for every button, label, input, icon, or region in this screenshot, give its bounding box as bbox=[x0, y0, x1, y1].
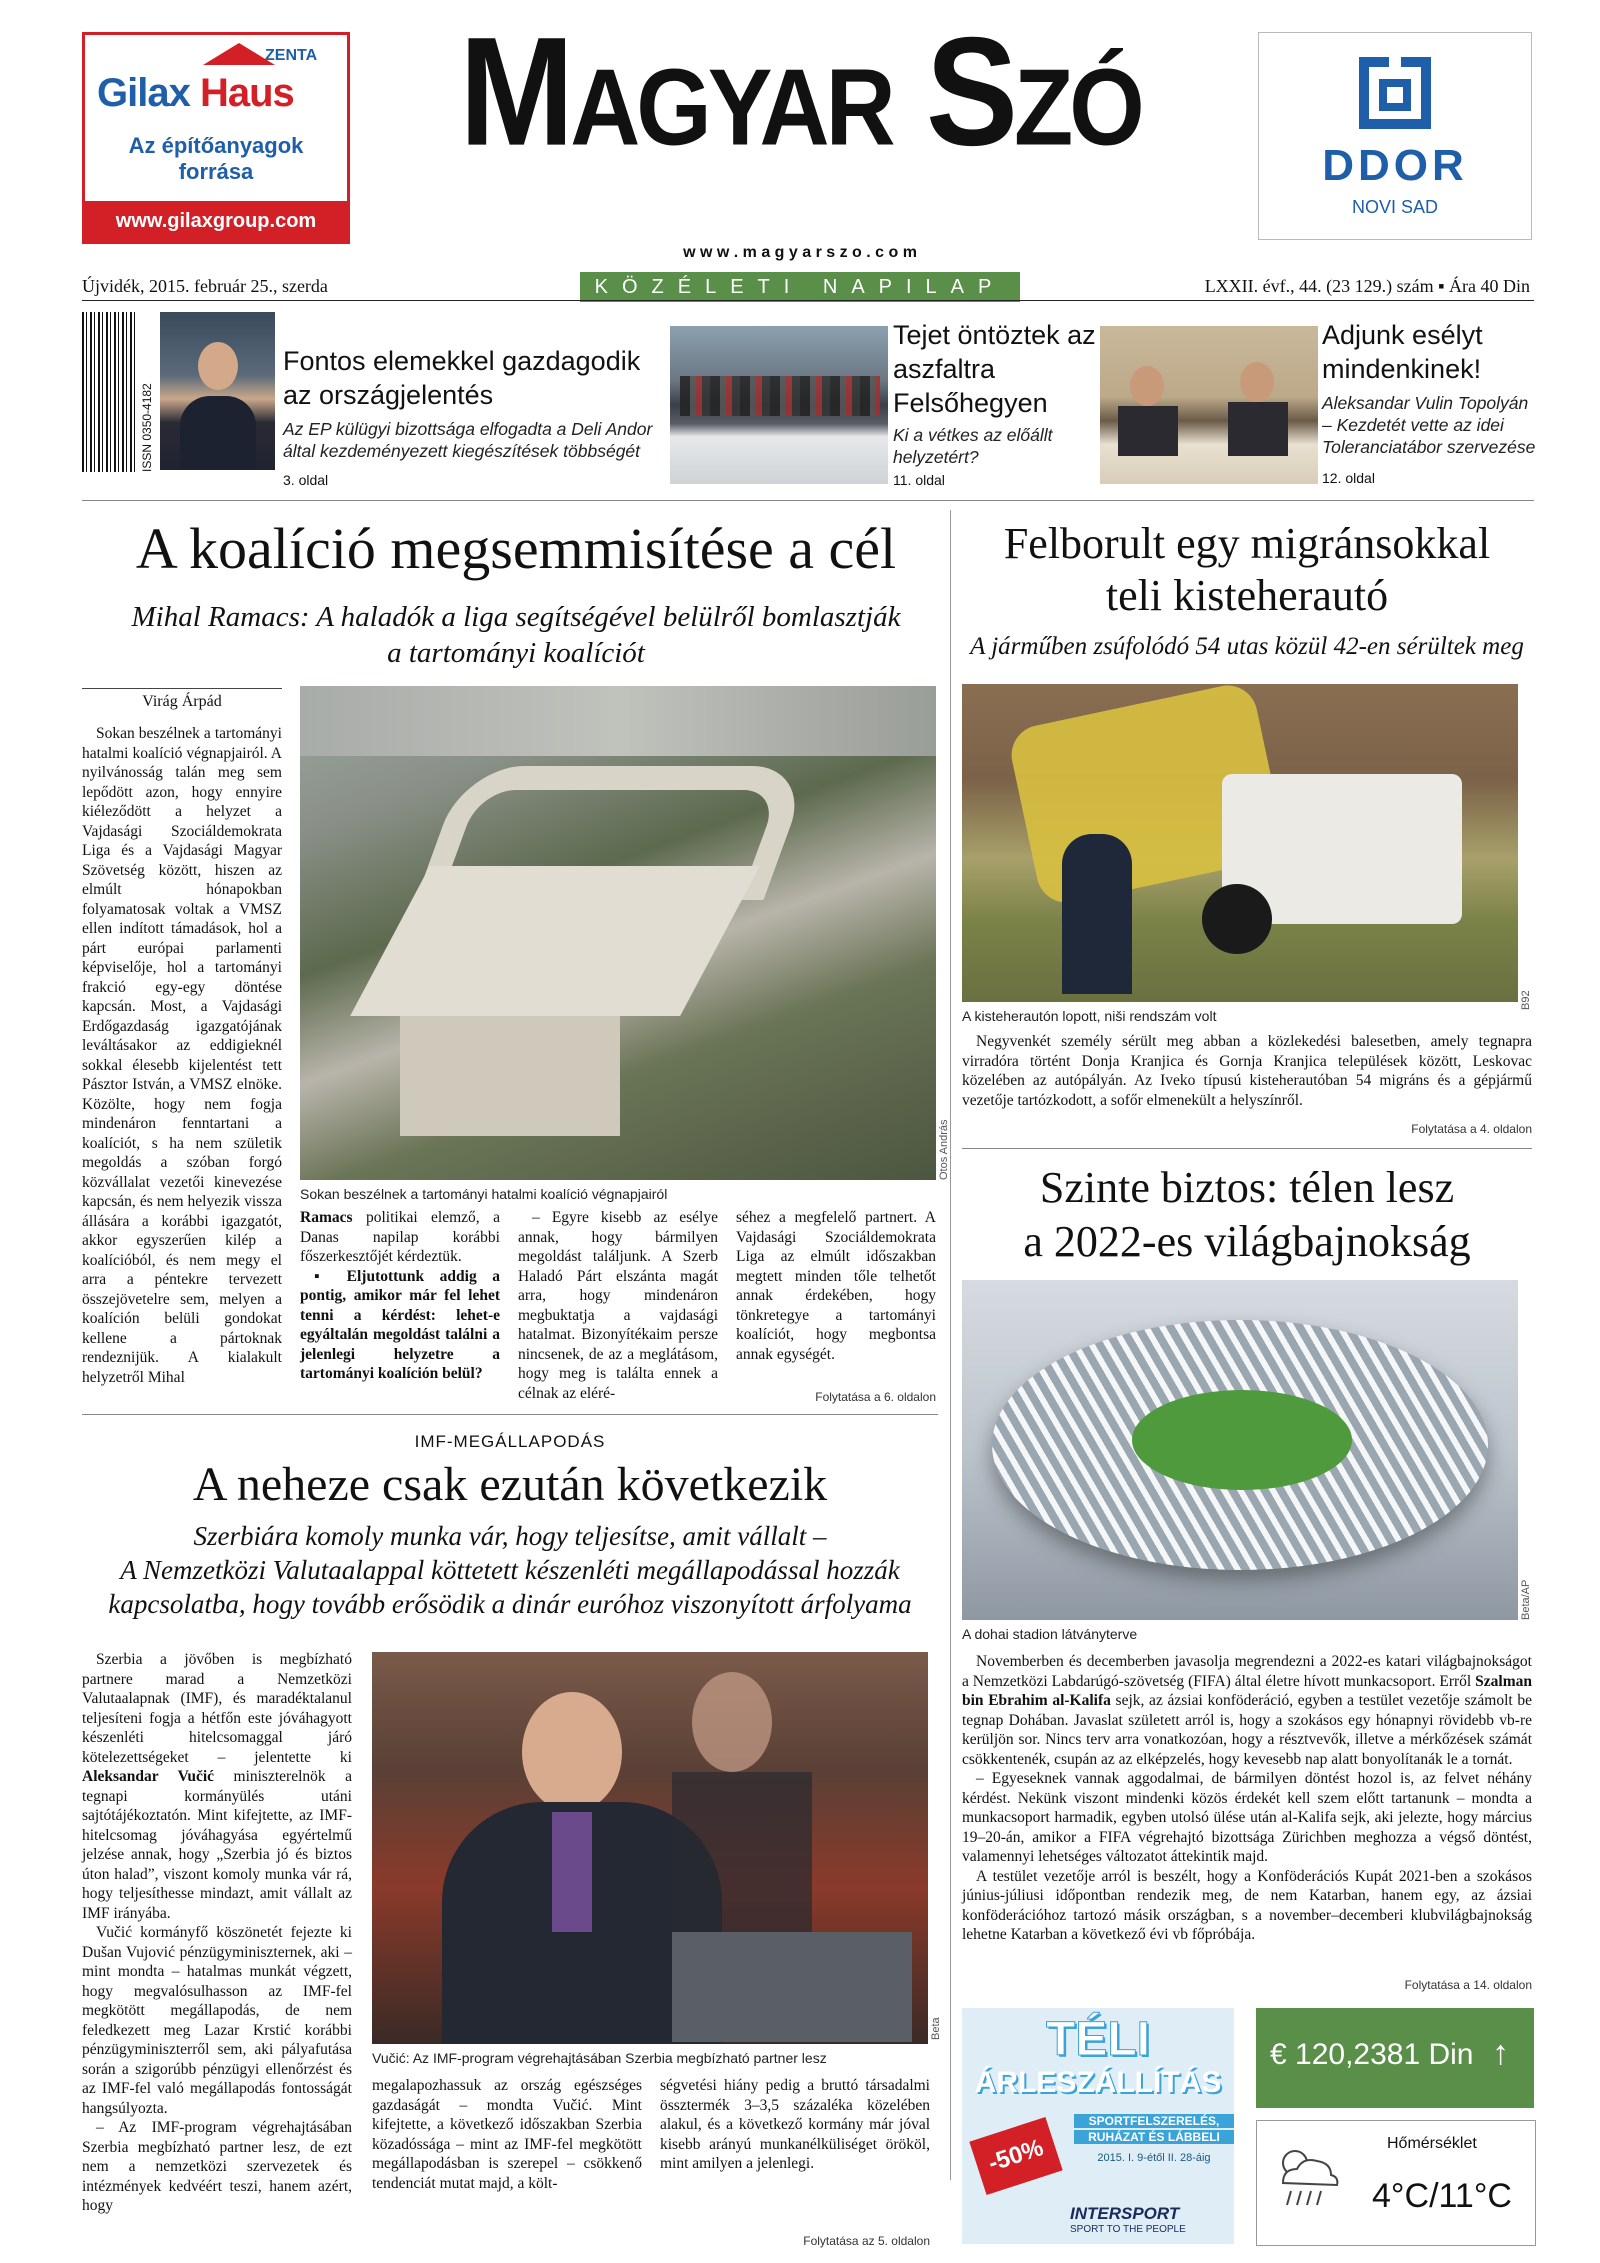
wc-photo-caption: A dohai stadion látványterve bbox=[962, 1626, 1138, 1642]
intersport-dates: 2015. I. 9-étől II. 28-áig bbox=[1097, 2152, 1211, 2164]
intersport-title-1: TÉLI bbox=[1046, 2013, 1150, 2066]
main-author: Virág Árpád bbox=[82, 688, 282, 711]
teaser-3-title[interactable]: Adjunk esélyt mindenkinek! bbox=[1322, 320, 1483, 384]
migrant-photo-credit: B92 bbox=[1520, 990, 1532, 1010]
teaser-2-page[interactable]: 11. oldal bbox=[893, 472, 945, 488]
gilax-brand-1: Gilax bbox=[97, 71, 190, 115]
migrant-photo[interactable] bbox=[962, 684, 1518, 1002]
barcode bbox=[82, 312, 138, 472]
main-col-1-text: Sokan beszélnek a tartományi hatalmi koalíció végnapjairól. A nyilvánosság talán meg sem lepődött azon, hogy ennyire kiéleződött a helyzet a Vajdasági Szociáldemokrata Liga és a Vajdasági Magyar Szövetség között, hiszen az elmúlt hónapokban folyamatosak voltak a VMSZ ellen indított támadások, hol a párt európai parlamenti képviselője, hol a tartományi frakció egy-egy döntése kapcsán. Most, a Vajdasági Erdőgazdaság igazgatójának leváltásakor az eddigieknél sokkal élesebb kijelentést tett Pásztor István, a VMSZ elnöke. Közölte, hogy nem fogja mindenáron fenntartani a koalíciót, s ha nem születik megoldás a szóban forgó közvállalat vezetői kinevezése kapcsán, és nem helyezik vissza állására a korábbi igazgatót, akkor egyszerűen kilép a koalícióból, és nem megy el arra a péntekre tervezett összejövetelre sem, melyen a koalíción belüli gondokat kellene a pártoknak rendeznijük. A kialakult helyzetről Mihal bbox=[82, 725, 282, 1386]
imf-subhead-2: A Nemzetközi Valutaalappal köttetett készenléti megállapodással hozzák bbox=[120, 1555, 900, 1585]
teaser-photo-1[interactable] bbox=[160, 312, 275, 470]
migrant-bottom-rule bbox=[962, 1148, 1532, 1149]
migrant-headline-2[interactable]: teli kisteherautó bbox=[1105, 571, 1389, 620]
imf-col-1-p1-a: Szerbia a jövőben is megbízható partnere marad a Nemzetközi Valutaalapnak (IMF), és maradéktalanul teljesíteni fogja a hétfőn este jóváhagyott készenléti hitelcsomaggal járó kötelezettségeket – jelentette ki bbox=[82, 1651, 352, 1766]
main-col-2-p1-text: politikai elemző, a Danas napilap korábbi főszerkesztőjét kérdeztük. bbox=[300, 1209, 500, 1265]
main-col-3 bbox=[518, 1208, 718, 1403]
imf-col-1-p1-b: miniszterelnök a tegnapi kormányülés utáni sajtótájékoztatón. Mint kifejtette, az IMF-hitelcsomag jóváhagyása egyértelmű jelzése annak, hogy „Szerbia jó és biztos úton halad”, viszont komoly munka vár rá, hogy teljesíthesse mindazt, amit vállalt az IMF irányába. bbox=[82, 1768, 352, 1922]
weather-value: 4°C/11°C bbox=[1372, 2177, 1512, 2215]
wc-headline-1[interactable]: Szinte biztos: télen lesz bbox=[1039, 1163, 1455, 1212]
teaser-rule bbox=[82, 500, 1534, 501]
wc-body bbox=[962, 1652, 1532, 1945]
rain-cloud-icon bbox=[1271, 2135, 1341, 2215]
imf-col-1-p2: Vučić kormányfő köszönetét fejezte ki Dušan Vujović pénzügyminiszternek, aki – mint mondta – hatalmas munkát végzett, hogy megvalósulhasson az IMF-fel megkötött megállapodás, de nem feledkezett meg Lazar Krstić korábbi pénzügyminiszterről sem, aki pályafutása során a szigorúbb pénzügyi ellenőrzést és az IMF-fel való megállapodás fontosságát hangsúlyozta. bbox=[82, 1924, 352, 2117]
imf-continued[interactable]: Folytatása az 5. oldalon bbox=[803, 2234, 930, 2248]
gilax-city: ZENTA bbox=[265, 47, 318, 64]
main-subhead-1: Mihal Ramacs: A haladók a liga segítségével belülről bomlasztják bbox=[131, 601, 901, 633]
imf-col-2 bbox=[372, 2076, 642, 2193]
wc-body-p1 bbox=[962, 1652, 1532, 1769]
main-col-2-bold-name: Ramacs bbox=[300, 1209, 353, 1226]
intersport-line-2: RUHÁZAT ÉS LÁBBELI bbox=[1074, 2130, 1234, 2144]
main-col-2-question: ▪ Eljutottunk addig a pontig, amikor már fel lehet tenni a kérdést: lehet-e egyáltalán megoldást találni a jelenlegi helyzetre a tartományi koalíción belül? bbox=[300, 1267, 500, 1382]
wc-photo[interactable] bbox=[962, 1280, 1518, 1620]
imf-col-1-p1-bold: Aleksandar Vučić bbox=[82, 1768, 215, 1785]
teaser-photo-2[interactable] bbox=[670, 326, 888, 484]
intersport-ad[interactable] bbox=[962, 2008, 1234, 2244]
intersport-line-1: SPORTFELSZERELÉS, bbox=[1074, 2114, 1234, 2128]
weather-label: Hőmérséklet bbox=[1387, 2135, 1477, 2152]
teaser-2-title[interactable]: Tejet öntöztek az aszfaltra Felsőhegyen bbox=[893, 320, 1096, 418]
migrant-continued[interactable]: Folytatása a 4. oldalon bbox=[1411, 1122, 1532, 1136]
main-bottom-rule bbox=[82, 1414, 938, 1415]
migrant-subhead: A járműben zsúfolódó 54 utas közül 42-en sérültek meg bbox=[970, 633, 1524, 660]
imf-subhead-1: Szerbiára komoly munka vár, hogy teljesítse, amit vállalt – bbox=[193, 1521, 827, 1551]
teaser-3-page[interactable]: 12. oldal bbox=[1322, 470, 1375, 486]
main-col-4 bbox=[736, 1208, 936, 1364]
main-photo-caption: Sokan beszélnek a tartományi hatalmi koalíció végnapjairól bbox=[300, 1186, 668, 1202]
imf-col-2-text: megalapozhassuk az ország egészséges gazdaságát – mondta Vučić. Mint kifejtette, a következő időszakban Szerbia közadóssága – mint az IMF-fel megkötött megállapodásban is szerepel – csökkenő tendenciát mutat majd, a költ- bbox=[372, 2077, 642, 2192]
imf-col-3 bbox=[660, 2076, 930, 2174]
teaser-1-page[interactable]: 3. oldal bbox=[283, 472, 329, 488]
migrant-body-text: Negyvenkét személy sérült meg abban a közlekedési balesetben, amely tegnapra virradóra történt Donja Kranjica és Gornja Kranjica települések között, Leskovac közelében az autópályán. Az Iveko típusú kisteherautóban 54 migráns és a gépjármű vezetője tartózkodott, a sofőr elmenekült a helyszínről. bbox=[962, 1033, 1532, 1109]
imf-col-1 bbox=[82, 1650, 352, 2216]
exchange-rate-widget[interactable] bbox=[1256, 2008, 1534, 2108]
imf-col-1-p3: – Az IMF-program végrehajtásában Szerbia megbízható partner lesz, de ezt nem a nemzetközi szervezetek és intézmények kedvéért teszi, hanem azért, hogy bbox=[82, 2119, 352, 2214]
wc-photo-credit: Beta/AP bbox=[1520, 1579, 1532, 1620]
teaser-1-sub: Az EP külügyi bizottsága elfogadta a Deli Andor által kezdeményezett kiegészítések többségét bbox=[283, 419, 653, 461]
masthead-url[interactable]: w w w . m a g y a r s z o . c o m bbox=[683, 244, 917, 261]
imf-photo[interactable] bbox=[372, 1652, 928, 2044]
masthead-tagline: KÖZÉLETI NAPILAP bbox=[580, 272, 1020, 302]
imf-kicker: IMF-MEGÁLLAPODÁS bbox=[414, 1432, 606, 1451]
weather-widget[interactable] bbox=[1256, 2120, 1536, 2246]
trend-up-icon: ↑ bbox=[1492, 2034, 1509, 2072]
wc-body-p2: – Egyeseknek vannak aggodalmai, de bármilyen döntést hozol is, az felvet néhány kérdést. Nekünk viszont mindenki közös érdekét kell szem előtt tartanunk – mondta a munkacsoport harmadik, egyben utolsó ülése után al-Kalifa sejk, aki jelezte, hogy március 19–20-án, amikor a FIFA végrehajtó bizottsága Zürichben meghozza a végső döntést, valamennyi lehetséges változatot áttekintik majd. bbox=[962, 1770, 1532, 1865]
center-divider bbox=[950, 510, 951, 2180]
imf-col-1-p1 bbox=[82, 1650, 352, 1923]
imf-photo-credit: Beta bbox=[930, 2017, 942, 2040]
gilax-slogan-2: forrása bbox=[178, 159, 254, 184]
migrant-headline-1[interactable]: Felborult egy migránsokkal bbox=[1003, 519, 1491, 568]
main-photo[interactable] bbox=[300, 686, 936, 1180]
discount-tag: -50% bbox=[969, 2117, 1062, 2195]
imf-photo-caption: Vučić: Az IMF-program végrehajtásában Szerbia megbízható partner lesz bbox=[372, 2050, 827, 2066]
imf-col-3-text: ségvetési hiány pedig a bruttó társadalmi össztermék 3–3,5 százaléka közelében alakul, és a következő kormány már jóval kisebb arányú munkanélküliséget örököl, mint amilyen a jelenlegi. bbox=[660, 2077, 930, 2172]
ddor-brand: DDOR bbox=[1322, 141, 1468, 190]
exchange-rate-value: € 120,2381 Din bbox=[1270, 2038, 1474, 2071]
gilax-brand-2: Haus bbox=[199, 71, 294, 115]
imf-headline[interactable]: A neheze csak ezután következik bbox=[192, 1458, 828, 1511]
wc-body-p1-bold: Szalman bin Ebrahim al-Kalifa bbox=[962, 1672, 1532, 1709]
masthead-rule bbox=[82, 300, 1534, 301]
gilax-slogan-1: Az építőanyagok bbox=[128, 133, 304, 158]
masthead-title: Magyar Szó bbox=[459, 5, 1141, 179]
teaser-2-sub: Ki a vétkes az előállt helyzetért? bbox=[893, 425, 1053, 467]
teaser-1-title[interactable]: Fontos elemekkel gazdagodik az országjelentés bbox=[283, 346, 641, 410]
ddor-logo-icon bbox=[1359, 57, 1431, 129]
issn: ISSN 0350-4182 bbox=[140, 383, 154, 472]
wc-continued[interactable]: Folytatása a 14. oldalon bbox=[1404, 1978, 1532, 1992]
migrant-body bbox=[962, 1032, 1532, 1110]
gilax-brand bbox=[97, 71, 294, 116]
main-col-4-text: séhez a megfelelő partnert. A Vajdasági Szociáldemokrata Liga az elmúlt időszakban megtett minden tőle telhetőt annak érdekében, hogy tönkretegye a tartományi koalíciót, hogy megbontsa annak egységét. bbox=[736, 1209, 936, 1363]
main-col-2-p1 bbox=[300, 1208, 500, 1267]
wc-headline-2[interactable]: a 2022-es világbajnokság bbox=[1023, 1217, 1471, 1266]
gilax-url[interactable]: www.gilaxgroup.com bbox=[85, 201, 347, 241]
main-col-2 bbox=[300, 1208, 500, 1384]
masthead-date: Újvidék, 2015. február 25., szerda bbox=[82, 276, 328, 296]
teaser-photo-3[interactable] bbox=[1100, 326, 1318, 484]
migrant-photo-caption: A kisteherautón lopott, niši rendszám volt bbox=[962, 1008, 1217, 1024]
main-col-3-text: – Egyre kisebb az esélye annak, hogy bármilyen megoldást találjunk. A Szerb Haladó Párt elszánta magát arra, hogy mindenáron megbuktatja a vajdasági hatalmat. Bizonyítékaim persze nincsenek, de az a meglátásom, hogy meg is találta ennek a célnak az eléré- bbox=[518, 1209, 718, 1402]
gilax-ad[interactable] bbox=[82, 32, 350, 244]
ddor-ad[interactable] bbox=[1258, 32, 1532, 240]
intersport-brand: INTERSPORT bbox=[1070, 2204, 1180, 2223]
teaser-3-sub: Aleksandar Vulin Topolyán – Kezdetét vette az idei Toleranciatábor szervezése bbox=[1322, 393, 1536, 457]
ddor-city: NOVI SAD bbox=[1351, 197, 1439, 217]
main-col-1 bbox=[82, 724, 282, 1387]
main-headline[interactable]: A koalíció megsemmisítése a cél bbox=[135, 516, 897, 581]
intersport-slogan: SPORT TO THE PEOPLE bbox=[1070, 2224, 1186, 2235]
intersport-title-2: ÁRLESZÁLLÍTÁS bbox=[974, 2066, 1222, 2099]
wc-body-p3: A testület vezetője arról is beszélt, hogy a Konföderációs Kupát 2021-ben a szokásos június-júliusi időpontban rendezik meg, de nem Katarban, hanem egy, az ázsiai konföderációhoz tartozó másik országban, s a november–decemberi klubvilágbajnokság lehetne Katarban a következő évi vb főpróbája. bbox=[962, 1867, 1532, 1943]
imf-subhead-3: kapcsolatba, hogy tovább erősödik a dinár euróhoz viszonyított árfolyama bbox=[108, 1589, 912, 1619]
main-continued[interactable]: Folytatása a 6. oldalon bbox=[815, 1390, 936, 1404]
main-photo-credit: Otos András bbox=[938, 1119, 950, 1180]
main-subhead-2: a tartományi koalíciót bbox=[387, 637, 645, 669]
wc-body-p1-a: Novemberben és decemberben javasolja megrendezni a 2022-es katari világbajnokságot a Nemzetközi Labdarúgó-szövetség (FIFA) által életre hívott munkacsoport. Erről bbox=[962, 1653, 1532, 1690]
masthead-issue: LXXII. évf., 44. (23 129.) szám ▪ Ára 40 Din bbox=[1204, 276, 1530, 296]
wc-body-p1-b: sejk, az ázsiai konföderáció, egyben a testület vezetője számolt be tegnap Dohában. Javaslat született arról is, hogy a szokásos egy hónapnyi rövidebb vb-re kerüljön sor. Nincs terv arra vonatkozóan, hogy a résztvevők, illetve a mérkőzések számát csökkentenék, csupán az az elképzelés, hogy kevesebb nap alatt bonyolítanák le a tornát. bbox=[962, 1692, 1532, 1768]
